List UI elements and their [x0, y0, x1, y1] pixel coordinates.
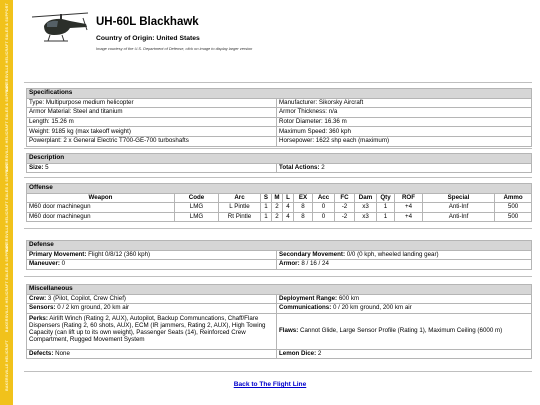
secondary-movement-label: Secondary Movement:	[279, 250, 346, 258]
spec-cell: Armor Thickness: n/a	[277, 108, 532, 118]
defects-value: None	[53, 350, 70, 358]
table-row	[27, 349, 532, 359]
lemon-dice-value: 2	[316, 350, 322, 358]
table-row	[27, 260, 532, 270]
table-row	[27, 294, 532, 304]
section-heading: Miscellaneous	[27, 285, 532, 295]
actions-label: Total Actions:	[279, 163, 320, 171]
column-header: L	[283, 193, 294, 203]
table-cell: 0	[313, 212, 335, 222]
column-header: Special	[423, 193, 495, 203]
country-of-origin: Country of Origin: United States	[96, 35, 200, 42]
weapon-cell: M60 door machinegun	[27, 203, 175, 213]
banner-block	[0, 5, 13, 91]
page-header	[30, 8, 530, 60]
column-header: Weapon	[27, 193, 175, 203]
table-cell: -2	[335, 212, 355, 222]
spec-cell: Length: 15.26 m	[27, 117, 277, 127]
table-row	[27, 313, 532, 349]
spec-cell: Powerplant: 2 x General Electric T700-GE-700 turboshafts	[27, 136, 277, 146]
table-cell: LMG	[175, 212, 219, 222]
maneuver-value: 0	[59, 260, 66, 268]
column-header: Code	[175, 193, 219, 203]
banner-text: BAKERSVILLE HELICRAFT SALES & SUPPORT	[4, 83, 9, 173]
divider	[24, 82, 532, 83]
table-row	[27, 98, 532, 108]
crew-label: Crew:	[29, 294, 47, 302]
perks-cell	[27, 313, 277, 349]
column-header: Acc	[313, 193, 335, 203]
table-cell: 1	[261, 212, 272, 222]
banner-text: BAKERSVILLE HELICRAFT	[4, 339, 9, 391]
defense-table	[26, 240, 532, 270]
perks-value: Airlift Winch (Rating 2, AUX), Autopilot, Backup Communcations, Chaff/Flare Dispensers (Rating 2, 60 shots, AUX), ECM (IR jammers, Rating 2, AUX), High Towing Capacity (can lift up to its own weight), Passenger Seats (14), Reinforced Crew Compartment, Rugged Movement System	[29, 314, 266, 344]
column-header: S	[261, 193, 272, 203]
divider	[24, 148, 532, 149]
table-cell: x3	[355, 212, 377, 222]
sensors-cell	[27, 304, 277, 314]
armor-cell	[277, 260, 532, 270]
column-header: Ammo	[495, 193, 532, 203]
communications-value: 0 / 20 km ground, 200 km air	[331, 304, 412, 312]
divider	[24, 371, 532, 372]
crew-value: 3 (Pilot, Copilot, Crew Chief)	[46, 294, 126, 302]
flaws-label: Flaws:	[279, 327, 299, 335]
banner-block	[0, 245, 13, 331]
sensors-value: 0 / 2 km ground, 20 km air	[55, 304, 130, 312]
column-header: EX	[294, 193, 313, 203]
helicopter-image[interactable]	[30, 8, 90, 48]
table-cell: 500	[495, 212, 532, 222]
column-header: M	[272, 193, 283, 203]
primary-movement-value: Flight 0/8/12 (360 kph)	[86, 250, 151, 258]
actions-cell	[277, 163, 532, 173]
section-heading: Description	[27, 154, 532, 164]
description-table	[26, 153, 532, 173]
table-cell: 500	[495, 203, 532, 213]
table-row	[27, 163, 532, 173]
lemon-dice-cell	[277, 349, 532, 359]
divider	[24, 228, 532, 229]
table-cell: x3	[355, 203, 377, 213]
page-title: UH-60L Blackhawk	[96, 16, 199, 28]
table-row	[27, 136, 532, 146]
banner-text: BAKERSVILLE HELICRAFT SALES & SUPPORT	[4, 243, 9, 333]
table-cell: 1	[377, 203, 395, 213]
table-row	[27, 108, 532, 118]
spec-cell: Rotor Diameter: 16.36 m	[277, 117, 532, 127]
flaws-value: Cannot Glide, Large Sensor Profile (Rating 1), Maximum Ceiling (6000 m)	[298, 327, 503, 335]
banner-text: BAKERSVILLE HELICRAFT SALES & SUPPORT	[4, 3, 9, 93]
column-header: Dam	[355, 193, 377, 203]
table-row	[27, 127, 532, 137]
banner-block	[0, 325, 13, 405]
column-header: Arc	[219, 193, 261, 203]
defects-label: Defects:	[29, 350, 54, 358]
table-cell: 4	[283, 203, 294, 213]
spec-cell: Manufacturer: Sikorsky Aircraft	[277, 98, 532, 108]
deployment-range-label: Deployment Range:	[279, 294, 338, 302]
table-cell: +4	[395, 212, 423, 222]
communications-label: Communications:	[279, 304, 332, 312]
spec-cell: Horsepower: 1622 shp each (maximum)	[277, 136, 532, 146]
table-cell: 2	[272, 212, 283, 222]
primary-movement-cell	[27, 250, 277, 260]
table-cell: 4	[283, 212, 294, 222]
crew-cell	[27, 294, 277, 304]
table-cell: 1	[261, 203, 272, 213]
column-header: Qty	[377, 193, 395, 203]
spec-cell: Armor Material: Steel and titanium	[27, 108, 277, 118]
table-cell: L Pintle	[219, 203, 261, 213]
flaws-cell	[277, 313, 532, 349]
image-credit: Image courtesy of the U.S. Department of Defense, click on image to display larger version	[96, 46, 253, 51]
table-cell: -2	[335, 203, 355, 213]
miscellaneous-table	[26, 284, 532, 359]
table-cell: 1	[377, 212, 395, 222]
table-cell: Rt Pintle	[219, 212, 261, 222]
lemon-dice-label: Lemon Dice:	[279, 350, 317, 358]
armor-value: 8 / 16 / 24	[299, 260, 329, 268]
table-cell: 8	[294, 203, 313, 213]
section-heading: Offense	[27, 184, 532, 194]
table-row	[27, 117, 532, 127]
sensors-label: Sensors:	[29, 304, 56, 312]
table-row	[27, 304, 532, 314]
secondary-movement-cell	[277, 250, 532, 260]
armor-label: Armor:	[279, 260, 300, 268]
table-cell: 0	[313, 203, 335, 213]
perks-label: Perks:	[29, 314, 48, 322]
communications-cell	[277, 304, 532, 314]
left-banner-strip	[0, 0, 13, 405]
offense-table	[26, 183, 532, 222]
size-cell	[27, 163, 277, 173]
spec-cell: Type: Multipurpose medium helicopter	[27, 98, 277, 108]
section-heading: Defense	[27, 241, 532, 251]
deployment-range-value: 600 km	[337, 294, 360, 302]
maneuver-cell	[27, 260, 277, 270]
defects-cell	[27, 349, 277, 359]
back-to-flight-line-link[interactable]: Back to The Flight Line	[233, 381, 307, 388]
divider	[24, 276, 532, 277]
table-cell: +4	[395, 203, 423, 213]
maneuver-label: Maneuver:	[29, 260, 60, 268]
table-header-row	[27, 193, 532, 203]
banner-block	[0, 165, 13, 251]
table-row	[27, 250, 532, 260]
column-header: FC	[335, 193, 355, 203]
footer	[0, 381, 540, 388]
weapon-cell: M60 door machinegun	[27, 212, 175, 222]
banner-text: BAKERSVILLE HELICRAFT SALES & SUPPORT	[4, 163, 9, 253]
section-heading: Specifications	[27, 89, 532, 99]
primary-movement-label: Primary Movement:	[29, 250, 87, 258]
column-header: ROF	[395, 193, 423, 203]
table-cell: 2	[272, 203, 283, 213]
secondary-movement-value: 0/0 (0 kph, wheeled landing gear)	[345, 250, 439, 258]
table-row	[27, 203, 532, 213]
deployment-range-cell	[277, 294, 532, 304]
table-cell: Anti-Inf	[423, 203, 495, 213]
table-cell: Anti-Inf	[423, 212, 495, 222]
divider	[24, 177, 532, 178]
table-row	[27, 212, 532, 222]
size-label: Size:	[29, 163, 44, 171]
size-value: 5	[43, 163, 49, 171]
specifications-table	[26, 88, 532, 147]
banner-block	[0, 85, 13, 171]
table-cell: 8	[294, 212, 313, 222]
spec-cell: Weight: 9185 kg (max takeoff weight)	[27, 127, 277, 137]
actions-value: 2	[319, 163, 325, 171]
spec-cell: Maximum Speed: 360 kph	[277, 127, 532, 137]
table-cell: LMG	[175, 203, 219, 213]
